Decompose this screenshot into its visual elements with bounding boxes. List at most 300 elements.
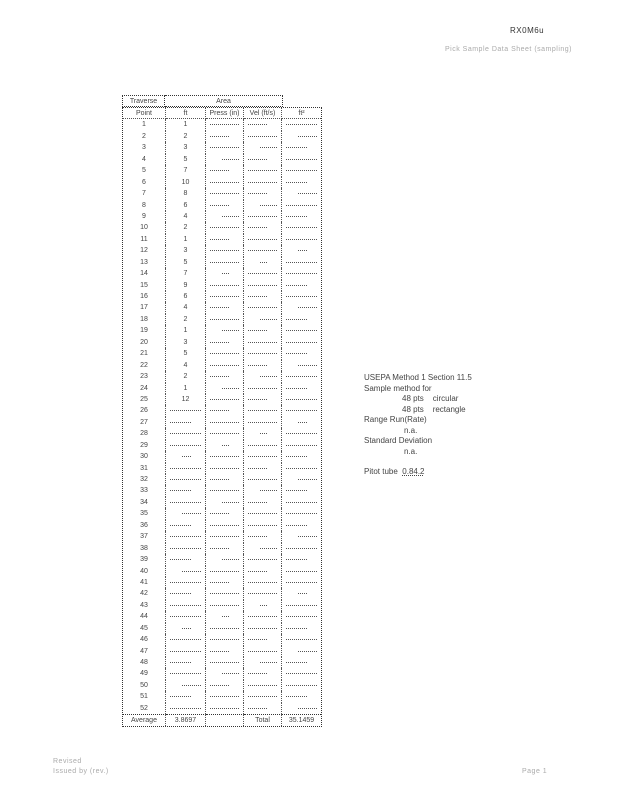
point-number: 30	[123, 451, 166, 462]
point-number: 34	[123, 497, 166, 508]
blank-entry	[206, 474, 244, 485]
blank-entry	[282, 634, 321, 645]
entry-line	[286, 445, 317, 446]
entry-line	[248, 159, 267, 160]
point-number: 25	[123, 394, 166, 405]
ft-value: 1	[166, 119, 206, 130]
blank-entry	[244, 234, 282, 245]
entry-line	[248, 502, 267, 503]
table-row	[123, 394, 321, 405]
table-row	[123, 280, 321, 291]
table-row	[123, 428, 321, 439]
rectangle-points: 48 pts rectangle	[402, 404, 466, 414]
entry-line	[286, 330, 317, 331]
entry-line	[286, 262, 317, 263]
entry-line	[248, 536, 267, 537]
blank-entry	[206, 188, 244, 199]
entry-line	[298, 307, 317, 308]
blank-entry	[206, 520, 244, 531]
entry-line	[260, 205, 277, 206]
blank-entry	[244, 405, 282, 416]
point-number: 28	[123, 428, 166, 439]
table-row	[123, 371, 321, 382]
blank-entry	[166, 623, 206, 634]
blank-entry	[206, 588, 244, 599]
total-label: Total	[244, 714, 282, 725]
total-value: 35.1459	[282, 714, 321, 725]
entry-line	[248, 628, 277, 629]
point-number: 9	[123, 211, 166, 222]
average-value: 3.8697	[166, 714, 206, 725]
blank-entry	[206, 280, 244, 291]
entry-line	[286, 388, 307, 389]
table-row	[123, 417, 321, 428]
entry-line	[248, 639, 267, 640]
blank-entry	[206, 554, 244, 565]
area-caption: Area	[165, 95, 283, 107]
entry-line	[286, 502, 317, 503]
entry-line	[210, 479, 229, 480]
entry-line	[248, 239, 277, 240]
entry-line	[210, 605, 239, 606]
blank-entry	[166, 657, 206, 668]
entry-line	[170, 468, 201, 469]
blank-entry	[206, 600, 244, 611]
table-row	[123, 588, 321, 599]
column-header: ft²	[282, 108, 321, 119]
blank-entry	[206, 657, 244, 668]
blank-entry	[282, 119, 321, 130]
entry-line	[222, 388, 239, 389]
footer-blank	[206, 714, 244, 725]
sample-method-label: Sample method for	[364, 383, 432, 393]
footer-issued: Issued by (rev.)	[53, 768, 109, 775]
blank-entry	[166, 668, 206, 679]
table-row	[123, 291, 321, 302]
entry-line	[210, 147, 239, 148]
blank-entry	[244, 428, 282, 439]
point-number: 5	[123, 165, 166, 176]
method-notes	[364, 373, 472, 478]
table-row	[123, 451, 321, 462]
point-number: 21	[123, 348, 166, 359]
entry-line	[222, 159, 239, 160]
blank-entry	[282, 554, 321, 565]
entry-line	[210, 193, 239, 194]
blank-entry	[282, 154, 321, 165]
blank-entry	[166, 485, 206, 496]
point-number: 43	[123, 600, 166, 611]
entry-line	[248, 479, 277, 480]
entry-line	[248, 250, 277, 251]
table-row	[123, 600, 321, 611]
average-label: Average	[123, 714, 166, 725]
blank-entry	[282, 200, 321, 211]
table-row	[123, 577, 321, 588]
entry-line	[170, 479, 201, 480]
entry-line	[170, 445, 201, 446]
entry-line	[210, 513, 229, 514]
entry-line	[210, 353, 239, 354]
entry-line	[182, 628, 191, 629]
blank-entry	[282, 142, 321, 153]
entry-line	[210, 582, 229, 583]
entry-line	[182, 513, 201, 514]
range-label: Range Run(Rate)	[364, 415, 427, 424]
entry-line	[210, 342, 229, 343]
blank-entry	[282, 165, 321, 176]
blank-entry	[206, 325, 244, 336]
blank-entry	[244, 691, 282, 702]
blank-entry	[206, 634, 244, 645]
entry-line	[210, 651, 229, 652]
blank-entry	[282, 588, 321, 599]
blank-entry	[166, 405, 206, 416]
blank-entry	[166, 451, 206, 462]
entry-line	[210, 262, 239, 263]
entry-line	[248, 708, 267, 709]
entry-line	[222, 502, 239, 503]
blank-entry	[206, 291, 244, 302]
point-number: 47	[123, 646, 166, 657]
blank-entry	[244, 200, 282, 211]
blank-entry	[244, 348, 282, 359]
entry-line	[210, 182, 239, 183]
table-footer-row	[123, 714, 321, 725]
blank-entry	[282, 314, 321, 325]
blank-entry	[166, 566, 206, 577]
point-number: 24	[123, 383, 166, 394]
point-number: 51	[123, 691, 166, 702]
blank-entry	[244, 508, 282, 519]
blank-entry	[244, 485, 282, 496]
blank-entry	[282, 177, 321, 188]
entry-line	[260, 605, 267, 606]
ft-value: 3	[166, 337, 206, 348]
table-row	[123, 520, 321, 531]
document-code: RX0M6u	[510, 26, 545, 35]
entry-line	[286, 353, 307, 354]
blank-entry	[244, 337, 282, 348]
entry-line	[170, 410, 201, 411]
blank-entry	[282, 451, 321, 462]
blank-entry	[166, 646, 206, 657]
ft-value: 6	[166, 291, 206, 302]
entry-line	[210, 433, 239, 434]
entry-line	[210, 239, 229, 240]
blank-entry	[282, 417, 321, 428]
table-row	[123, 119, 321, 130]
blank-entry	[206, 200, 244, 211]
entry-line	[260, 262, 267, 263]
point-number: 12	[123, 245, 166, 256]
entry-line	[286, 433, 317, 434]
point-number: 19	[123, 325, 166, 336]
entry-line	[286, 342, 317, 343]
entry-line	[210, 593, 239, 594]
blank-entry	[282, 646, 321, 657]
table-row	[123, 680, 321, 691]
entry-line	[210, 696, 239, 697]
point-number: 6	[123, 177, 166, 188]
blank-entry	[282, 234, 321, 245]
blank-entry	[206, 668, 244, 679]
entry-line	[248, 410, 277, 411]
entry-line	[170, 490, 191, 491]
entry-line	[248, 513, 277, 514]
entry-line	[248, 285, 277, 286]
ft-value: 10	[166, 177, 206, 188]
point-number: 17	[123, 302, 166, 313]
entry-line	[286, 159, 317, 160]
blank-entry	[206, 257, 244, 268]
blank-entry	[206, 566, 244, 577]
entry-line	[170, 639, 201, 640]
blank-entry	[206, 611, 244, 622]
entry-line	[260, 548, 277, 549]
blank-entry	[244, 371, 282, 382]
page-number: Page 1	[522, 768, 548, 775]
blank-entry	[282, 463, 321, 474]
blank-entry	[244, 291, 282, 302]
entry-line	[210, 365, 239, 366]
blank-entry	[206, 222, 244, 233]
blank-entry	[282, 211, 321, 222]
blank-entry	[244, 314, 282, 325]
point-number: 42	[123, 588, 166, 599]
point-number: 46	[123, 634, 166, 645]
entry-line	[210, 296, 239, 297]
table-row	[123, 508, 321, 519]
blank-entry	[282, 508, 321, 519]
entry-line	[248, 445, 277, 446]
entry-line	[248, 616, 277, 617]
ft-value: 7	[166, 268, 206, 279]
blank-entry	[206, 451, 244, 462]
entry-line	[210, 468, 239, 469]
blank-entry	[166, 463, 206, 474]
blank-entry	[244, 623, 282, 634]
blank-entry	[244, 268, 282, 279]
entry-line	[298, 422, 307, 423]
entry-line	[286, 170, 317, 171]
blank-entry	[282, 543, 321, 554]
table-row	[123, 405, 321, 416]
point-number: 32	[123, 474, 166, 485]
blank-entry	[166, 600, 206, 611]
entry-line	[286, 571, 317, 572]
blank-entry	[244, 554, 282, 565]
blank-entry	[282, 428, 321, 439]
entry-line	[222, 559, 239, 560]
blank-entry	[282, 325, 321, 336]
entry-line	[286, 662, 307, 663]
entry-line	[286, 410, 317, 411]
blank-entry	[282, 131, 321, 142]
entry-line	[298, 593, 307, 594]
blank-entry	[244, 211, 282, 222]
entry-line	[248, 651, 277, 652]
entry-line	[248, 388, 277, 389]
blank-entry	[282, 245, 321, 256]
table-row	[123, 360, 321, 371]
blank-entry	[244, 131, 282, 142]
blank-entry	[206, 119, 244, 130]
blank-entry	[206, 177, 244, 188]
blank-entry	[244, 600, 282, 611]
blank-entry	[244, 360, 282, 371]
point-number: 2	[123, 131, 166, 142]
blank-entry	[282, 348, 321, 359]
entry-line	[298, 708, 317, 709]
blank-entry	[206, 703, 244, 714]
entry-line	[286, 273, 317, 274]
blank-entry	[244, 703, 282, 714]
ft-value: 1	[166, 325, 206, 336]
blank-entry	[166, 577, 206, 588]
entry-line	[286, 239, 317, 240]
entry-line	[286, 639, 317, 640]
table-row	[123, 165, 321, 176]
blank-entry	[166, 497, 206, 508]
table-row	[123, 485, 321, 496]
ft-value: 5	[166, 154, 206, 165]
entry-line	[248, 182, 277, 183]
entry-line	[298, 479, 317, 480]
blank-entry	[244, 245, 282, 256]
table-row	[123, 337, 321, 348]
point-number: 20	[123, 337, 166, 348]
entry-line	[210, 285, 239, 286]
table-row	[123, 222, 321, 233]
point-number: 26	[123, 405, 166, 416]
blank-entry	[282, 474, 321, 485]
entry-line	[170, 582, 201, 583]
column-header: Vel (ft/s)	[244, 108, 282, 119]
entry-line	[260, 147, 277, 148]
point-number: 49	[123, 668, 166, 679]
table-row	[123, 325, 321, 336]
blank-entry	[244, 119, 282, 130]
table-row	[123, 463, 321, 474]
table-row	[123, 245, 321, 256]
blank-entry	[282, 394, 321, 405]
point-number: 41	[123, 577, 166, 588]
blank-entry	[244, 280, 282, 291]
blank-entry	[282, 611, 321, 622]
column-header: Press (in)	[206, 108, 244, 119]
range-value: n.a.	[404, 425, 418, 435]
entry-line	[210, 548, 229, 549]
blank-entry	[166, 531, 206, 542]
ft-value: 8	[166, 188, 206, 199]
entry-line	[210, 399, 239, 400]
entry-line	[248, 559, 277, 560]
entry-line	[222, 445, 229, 446]
blank-entry	[166, 680, 206, 691]
table-row	[123, 257, 321, 268]
entry-line	[210, 662, 239, 663]
point-number: 37	[123, 531, 166, 542]
entry-line	[210, 525, 239, 526]
entry-line	[210, 227, 239, 228]
blank-entry	[206, 485, 244, 496]
entry-line	[170, 708, 201, 709]
entry-line	[182, 456, 191, 457]
blank-entry	[206, 577, 244, 588]
blank-entry	[244, 257, 282, 268]
blank-entry	[206, 646, 244, 657]
entry-line	[248, 136, 277, 137]
ft-value: 2	[166, 371, 206, 382]
blank-entry	[282, 577, 321, 588]
blank-entry	[282, 360, 321, 371]
table-row	[123, 314, 321, 325]
entry-line	[286, 216, 307, 217]
entry-line	[210, 307, 229, 308]
blank-entry	[166, 508, 206, 519]
entry-line	[298, 250, 307, 251]
blank-entry	[206, 245, 244, 256]
entry-line	[248, 593, 277, 594]
blank-entry	[244, 394, 282, 405]
blank-entry	[244, 543, 282, 554]
table-row	[123, 268, 321, 279]
entry-line	[298, 365, 317, 366]
blank-entry	[282, 337, 321, 348]
point-number: 15	[123, 280, 166, 291]
blank-entry	[244, 531, 282, 542]
blank-entry	[244, 463, 282, 474]
ft-value: 5	[166, 348, 206, 359]
entry-line	[286, 399, 317, 400]
entry-line	[248, 365, 267, 366]
blank-entry	[244, 154, 282, 165]
entry-line	[286, 319, 307, 320]
entry-line	[286, 673, 317, 674]
point-number: 33	[123, 485, 166, 496]
entry-line	[170, 673, 201, 674]
point-number: 52	[123, 703, 166, 714]
ft-value: 7	[166, 165, 206, 176]
blank-entry	[206, 497, 244, 508]
point-number: 11	[123, 234, 166, 245]
table-row	[123, 234, 321, 245]
pitot-line: Pitot tube 0.84.2	[364, 467, 425, 476]
point-number: 50	[123, 680, 166, 691]
blank-entry	[282, 497, 321, 508]
blank-entry	[282, 440, 321, 451]
blank-entry	[244, 383, 282, 394]
blank-entry	[244, 611, 282, 622]
ft-value: 4	[166, 211, 206, 222]
entry-line	[248, 422, 277, 423]
entry-line	[248, 170, 277, 171]
entry-line	[210, 319, 239, 320]
blank-entry	[166, 634, 206, 645]
blank-entry	[282, 222, 321, 233]
table-row	[123, 566, 321, 577]
blank-entry	[244, 177, 282, 188]
table-row	[123, 497, 321, 508]
entry-line	[210, 250, 239, 251]
entry-line	[248, 124, 267, 125]
entry-line	[170, 559, 191, 560]
entry-line	[248, 696, 277, 697]
blank-entry	[244, 440, 282, 451]
blank-entry	[244, 668, 282, 679]
point-number: 8	[123, 200, 166, 211]
